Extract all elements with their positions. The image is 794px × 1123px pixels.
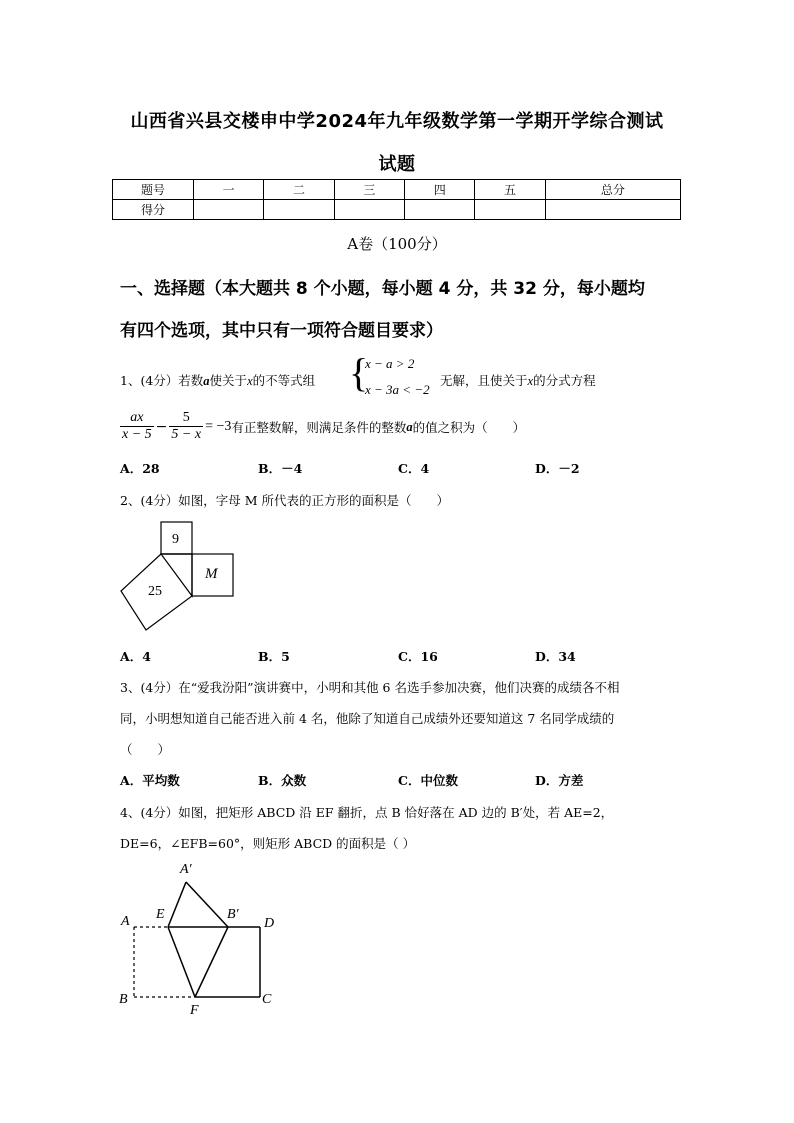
option-b[interactable]: B．－4 (258, 461, 303, 476)
question-1-line1-tail (440, 371, 596, 389)
table-cell: 总分 (545, 180, 680, 200)
question-4-line1: 4、(4分）如图，把矩形 ABCD 沿 EF 翻折，点 B 恰好落在 AD 边的 B′处，若 AE=2， (120, 805, 614, 820)
table-cell: 得分 (113, 200, 194, 220)
score-table (112, 179, 681, 220)
inequality-1: x − a > 2 (365, 356, 415, 371)
numerator: 5 (169, 410, 203, 427)
point-label-b: B (119, 992, 128, 1007)
question-3-line2: 同，小明想知道自己能否进入前 4 名，他除了知道自己成绩外还要知道这 7 名同学成绩的 (120, 711, 615, 726)
equation-rhs: = −3 (205, 418, 232, 434)
option-b[interactable]: B．众数 (258, 773, 307, 788)
variable-a: a (406, 419, 413, 434)
denominator: 5 − x (171, 427, 202, 442)
figure-label-9: 9 (172, 532, 179, 547)
table-cell: 一 (194, 180, 264, 200)
page-title: 山西省兴县交楼申中学2024年九年级数学第一学期开学综合测试 (130, 111, 664, 132)
option-d[interactable]: D．方差 (535, 773, 584, 788)
text: 无解，且使关于 (440, 373, 528, 388)
point-label-b-prime: B′ (227, 907, 239, 922)
variable-x: x (527, 374, 534, 388)
question-1-line1 (120, 371, 315, 389)
point-label-a-prime: A′ (180, 862, 192, 877)
option-c[interactable]: C．4 (398, 461, 430, 476)
point-label-e: E (156, 907, 165, 922)
option-a[interactable]: A．4 (120, 649, 151, 664)
minus-sign: − (155, 418, 168, 435)
denominator: x − 5 (122, 427, 152, 442)
page-title-continued: 试题 (378, 154, 416, 175)
variable-x: x (247, 374, 253, 388)
score-entry-cell[interactable] (334, 200, 404, 220)
table-cell: 三 (334, 180, 404, 200)
score-entry-cell[interactable] (545, 200, 680, 220)
option-b[interactable]: B．5 (258, 649, 290, 664)
point-label-a: A (121, 914, 130, 929)
figure-label-25: 25 (148, 584, 162, 599)
fraction (169, 410, 203, 443)
question-3-line3: （ ） (120, 742, 171, 757)
table-cell: 二 (264, 180, 334, 200)
option-d[interactable]: D．－2 (535, 461, 580, 476)
system-brace: { (349, 350, 369, 395)
score-table-header-row (113, 180, 681, 200)
option-c[interactable]: C．16 (398, 649, 438, 664)
section-heading: 一、选择题（本大题共 8 个小题，每小题 4 分，共 32 分，每小题均 (120, 279, 645, 299)
text: 的值之积为（ ） (412, 419, 526, 435)
score-entry-cell[interactable] (194, 200, 264, 220)
score-table-score-row (113, 200, 681, 220)
question-3-line1: 3、(4分）在“爱我汾阳”演讲赛中，小明和其他 6 名选手参加决赛，他们决赛的成绩各不相 (120, 680, 620, 695)
question-1-line2 (120, 410, 525, 443)
question-4-line2: DE=6，∠EFB=60°，则矩形 ABCD 的面积是（ ） (120, 836, 416, 851)
fraction (120, 410, 154, 443)
point-label-c: C (262, 992, 272, 1007)
inequality-2: x − 3a < −2 (365, 382, 430, 397)
table-cell: 四 (405, 180, 475, 200)
option-d[interactable]: D．34 (535, 649, 576, 664)
text: 有正整数解，则满足条件的整数 (231, 419, 407, 435)
option-c[interactable]: C．中位数 (398, 773, 458, 788)
text: 1、(4分）若数 (120, 373, 204, 388)
option-a[interactable]: A．平均数 (120, 773, 180, 788)
paper-section-label: A卷（100分） (347, 235, 447, 253)
score-entry-cell[interactable] (405, 200, 475, 220)
section-heading-continued: 有四个选项，其中只有一项符合题目要求） (120, 321, 443, 341)
table-cell: 五 (475, 180, 545, 200)
figure-label-m: M (205, 566, 218, 582)
text: 的分式方程 (533, 373, 596, 388)
question-2: 2、(4分）如图，字母 M 所代表的正方形的面积是（ ） (120, 493, 450, 508)
numerator: ax (120, 410, 154, 427)
score-entry-cell[interactable] (264, 200, 334, 220)
text: 的不等式组 (252, 373, 316, 388)
table-cell: 题号 (113, 180, 194, 200)
point-label-f: F (190, 1003, 199, 1018)
option-a[interactable]: A．28 (120, 461, 160, 476)
score-entry-cell[interactable] (475, 200, 545, 220)
text: 使关于 (209, 373, 248, 388)
point-label-d: D (264, 916, 275, 931)
variable-a: a (203, 374, 210, 388)
